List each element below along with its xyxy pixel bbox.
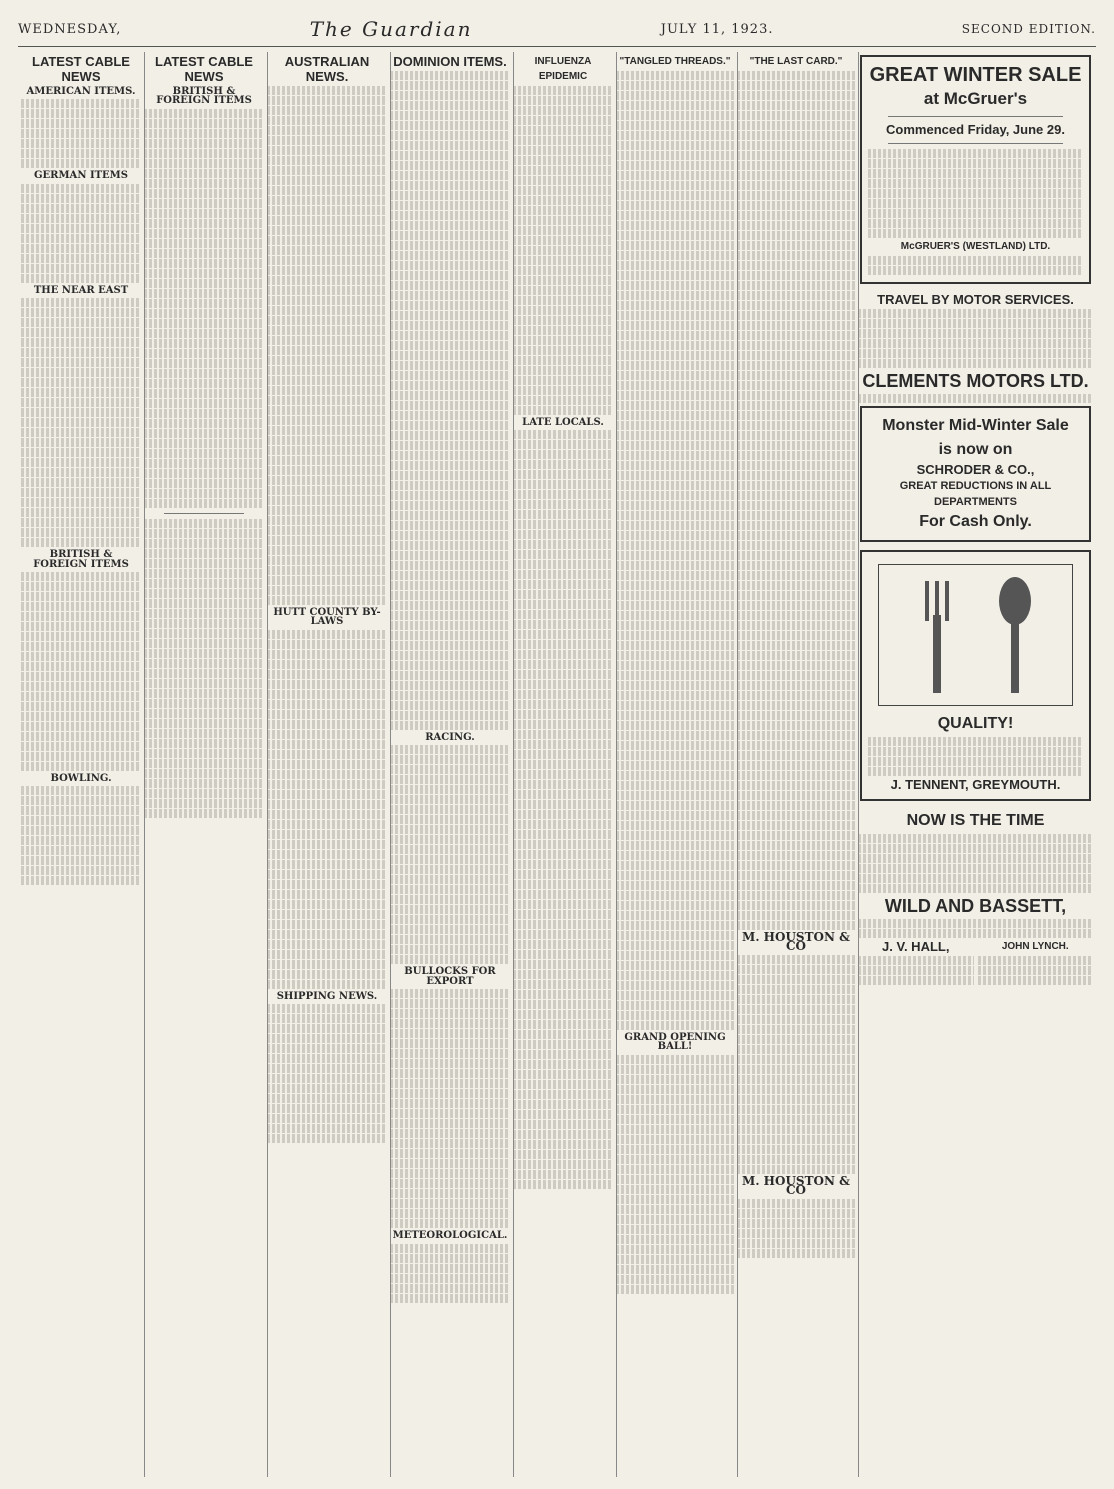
masthead	[18, 14, 1096, 44]
col7-heading: "THE LAST CARD."	[749, 56, 843, 67]
col1-sub: AMERICAN ITEMS.	[26, 86, 136, 97]
col1-heading: LATEST CABLE NEWS	[32, 54, 130, 84]
schroder-1: Monster Mid-Winter Sale	[882, 417, 1069, 434]
col4-heading: DOMINION ITEMS.	[393, 54, 507, 69]
sale-date: Commenced Friday, June 29.	[886, 122, 1065, 137]
masthead-date: JULY 11, 1923.	[660, 21, 774, 37]
schroder-3: SCHRODER & CO.,	[916, 462, 1035, 477]
col1-sub5: BOWLING.	[50, 773, 112, 785]
wild-bassett: WILD AND BASSETT,	[884, 896, 1067, 916]
col1-sub2: GERMAN ITEMS	[34, 170, 128, 182]
clements-heading: CLEMENTS MOTORS LTD.	[862, 371, 1089, 391]
tennent-ad	[860, 550, 1091, 801]
col1-sub4: BRITISH & FOREIGN ITEMS	[33, 549, 129, 570]
schroder-ad	[860, 406, 1091, 542]
column-1	[18, 52, 145, 1477]
spoon-icon	[985, 575, 1045, 695]
fork-icon	[907, 575, 967, 695]
col4-sub: RACING.	[425, 732, 475, 743]
col6-sub: GRAND OPENING BALL!	[624, 1032, 726, 1053]
masthead-day: WEDNESDAY,	[18, 21, 122, 37]
hall-heading: J. V. HALL,	[882, 939, 950, 954]
column-3	[264, 52, 391, 1477]
col6-heading: "TANGLED THREADS."	[619, 56, 731, 67]
col5-heading: INFLUENZA EPIDEMIC	[534, 56, 592, 82]
cutlery-illustration	[878, 564, 1073, 706]
col3-heading: AUSTRALIAN NEWS.	[284, 54, 370, 84]
ads-column	[855, 52, 1096, 1477]
mcgruer-ad	[860, 55, 1091, 284]
col4-sub2: BULLOCKS FOR EXPORT	[404, 966, 496, 987]
col7-sub: M. HOUSTON & CO	[742, 930, 850, 954]
column-2	[141, 52, 268, 1477]
column-6	[613, 52, 738, 1477]
lynch-heading: JOHN LYNCH.	[1001, 941, 1069, 952]
sale-at: at McGruer's	[923, 89, 1028, 108]
sale-title: GREAT WINTER SALE	[869, 64, 1082, 86]
tennent-name: J. TENNENT, GREYMOUTH.	[890, 777, 1061, 792]
travel-heading: TRAVEL BY MOTOR SERVICES.	[877, 292, 1074, 307]
col3-sub2: SHIPPING NEWS.	[276, 990, 378, 1002]
masthead-edition: SECOND EDITION.	[961, 22, 1096, 36]
col2-sub: BRITISH & FOREIGN ITEMS	[156, 86, 252, 107]
column-7	[734, 52, 859, 1477]
col7-sub2: M. HOUSTON & CO	[742, 1173, 850, 1198]
schroder-5: For Cash Only.	[919, 513, 1032, 530]
quality-heading: QUALITY!	[937, 715, 1014, 732]
column-4	[387, 52, 514, 1477]
col1-sub3: THE NEAR EAST	[33, 284, 129, 296]
col4-sub3: METEOROLOGICAL.	[392, 1230, 508, 1242]
bottom-ads	[858, 939, 1093, 986]
column-5	[510, 52, 617, 1477]
col3-sub: HUTT COUNTY BY-LAWS	[273, 607, 381, 628]
motor-heading: NOW IS THE TIME	[906, 812, 1045, 829]
schroder-4: GREAT REDUCTIONS IN ALL DEPARTMENTS	[899, 480, 1052, 508]
masthead-rule	[18, 46, 1096, 47]
masthead-title: The Guardian	[309, 17, 473, 41]
col5-sub: LATE LOCALS.	[522, 417, 604, 428]
schroder-2: is now on	[938, 441, 1013, 458]
sale-store: McGRUER'S (WESTLAND) LTD.	[900, 241, 1051, 252]
col2-heading: LATEST CABLE NEWS	[155, 54, 253, 84]
